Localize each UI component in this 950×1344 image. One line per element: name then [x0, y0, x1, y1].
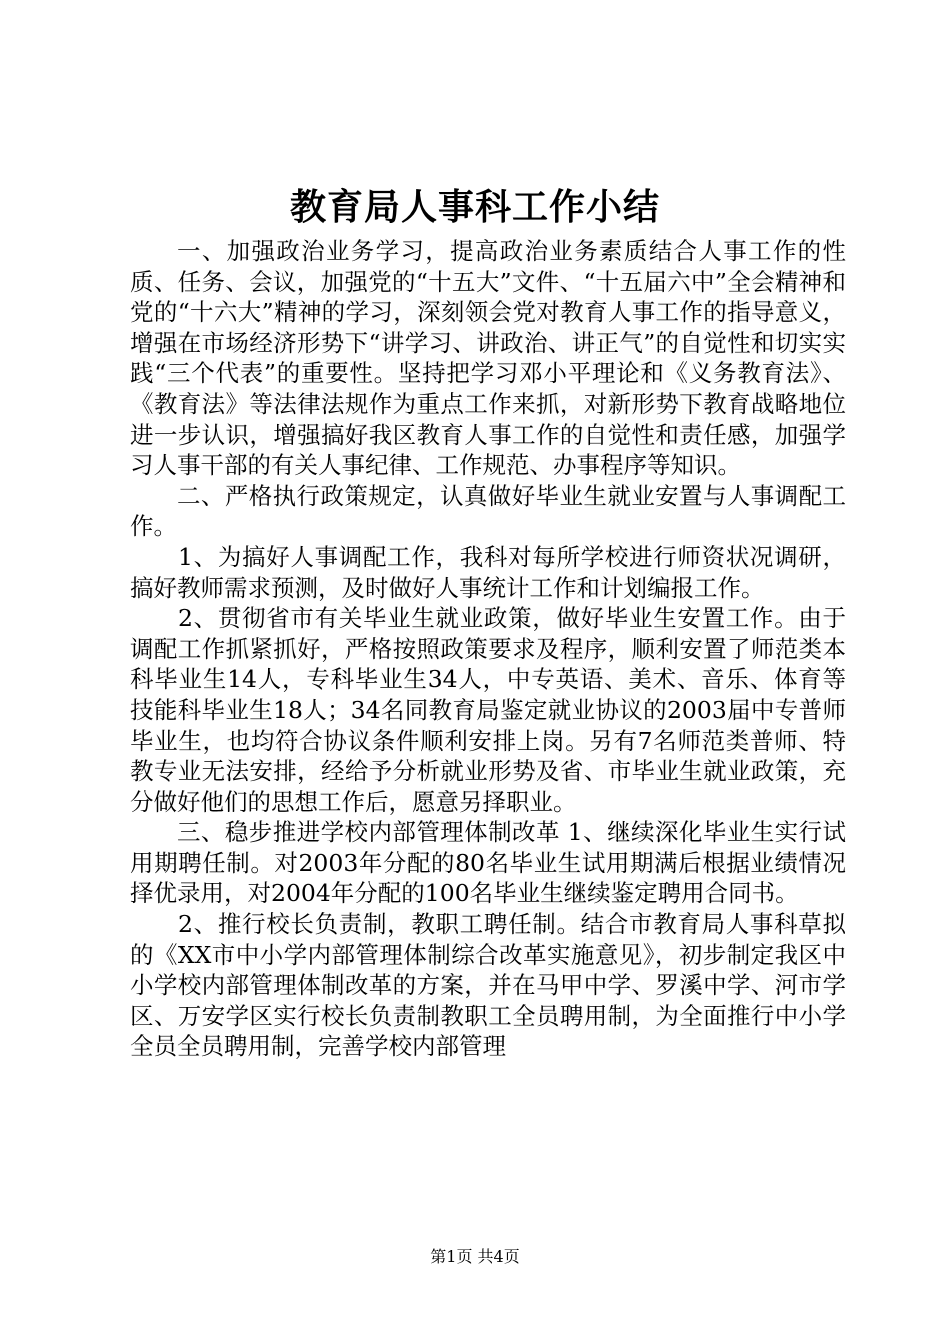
paragraph-item-2b: 2、推行校长负责制，教职工聘任制。结合市教育局人事科草拟的《XX市中小学内部管理体制综合改革实施意见》，初步制定我区中小学校内部管理体制改革的方案，并在马甲中学、罗溪中学、河市学区、万安学区实行校长负责制教职工全员聘用制，为全面推行中小学全员全员聘用制，完善学校内部管理: [130, 910, 846, 1061]
document-title: 教育局人事科工作小结: [289, 186, 660, 228]
paragraph-item-1: 1、为搞好人事调配工作，我科对每所学校进行师资状况调研，搞好教师需求预测，及时做好人事统计工作和计划编报工作。: [130, 542, 846, 602]
paragraph-section-three: 三、稳步推进学校内部管理体制改革 1、继续深化毕业生实行试用期聘任制。对2003年分配的80名毕业生试用期满后根据业绩情况择优录用，对2004年分配的100名毕业生继续鉴定聘用合同书。: [130, 818, 846, 908]
page-number-footer: 第1页 共4页: [430, 1247, 520, 1266]
paragraph-section-two: 二、严格执行政策规定，认真做好毕业生就业安置与人事调配工作。: [130, 481, 846, 541]
document-body: [130, 236, 846, 1062]
paragraph-item-2: 2、贯彻省市有关毕业生就业政策，做好毕业生安置工作。由于调配工作抓紧抓好，严格按照政策要求及程序，顺利安置了师范类本科毕业生14人，专科毕业生34人，中专英语、美术、音乐、体育等技能科毕业生18人；34名同教育局鉴定就业协议的2003届中专普师毕业生，也均符合协议条件顺利安排上岗。另有7名师范类普师、特教专业无法安排，经给予分析就业形势及省、市毕业生就业政策，充分做好他们的思想工作后，愿意另择职业。: [130, 604, 846, 816]
paragraph-section-one: 一、加强政治业务学习，提高政治业务素质结合人事工作的性质、任务、会议，加强党的“十五大”文件、“十五届六中”全会精神和党的“十六大”精神的学习，深刻领会党对教育人事工作的指导意义，增强在市场经济形势下“讲学习、讲政治、讲正气”的自觉性和切实实践“三个代表”的重要性。坚持把学习邓小平理论和《义务教育法》、《教育法》等法律法规作为重点工作来抓，对新形势下教育战略地位进一步认识，增强搞好我区教育人事工作的自觉性和责任感，加强学习人事干部的有关人事纪律、工作规范、办事程序等知识。: [130, 237, 846, 480]
